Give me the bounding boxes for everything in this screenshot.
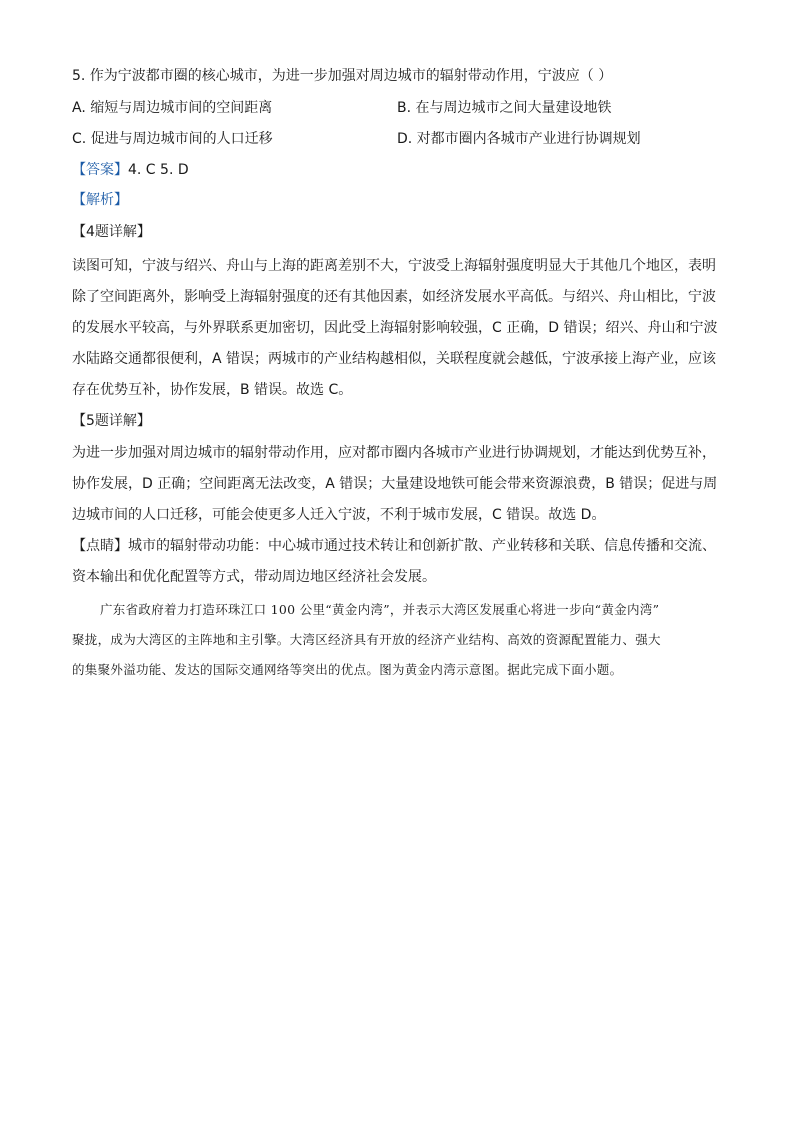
- intro-paragraph-line: 广东省政府着力打造环珠江口 100 公里“黄金内湾”，并表示大湾区发展重心将进一步向“黄金内湾”: [100, 602, 660, 617]
- tip-line: 资本输出和优化配置等方式，带动周边地区经济社会发展。: [72, 569, 436, 585]
- detail-5-line: 为进一步加强对周边城市的辐射带动作用，应对都市圈内各城市产业进行协调规划，才能达到优势互补，: [72, 445, 716, 461]
- answer-value: 4. C 5. D: [128, 162, 189, 178]
- question-5-stem: 5. 作为宁波都市圈的核心城市，为进一步加强对周边城市的辐射带动作用，宁波应（ ）: [72, 68, 613, 84]
- option-a: A. 缩短与周边城市间的空间距离: [72, 100, 273, 116]
- answer-label: 【答案】: [72, 162, 128, 178]
- detail-4-line: 除了空间距离外，影响受上海辐射强度的还有其他因素，如经济发展水平高低。与绍兴、舟山相比，宁波: [72, 289, 716, 305]
- intro-paragraph-line: 的集聚外溢功能、发达的国际交通网络等突出的优点。图为黄金内湾示意图。据此完成下面小题。: [72, 662, 623, 677]
- detail-5-line: 协作发展，D 正确；空间距离无法改变，A 错误；大量建设地铁可能会带来资源浪费，B 错误；促进与周: [72, 476, 718, 492]
- tip-text: 城市的辐射带动功能：中心城市通过技术转让和创新扩散、产业转移和关联、信息传播和交流、: [128, 538, 716, 554]
- detail-4-line: 水陆路交通都很便利，A 错误；两城市的产业结构越相似，关联程度就会越低，宁波承接上海产业，应该: [72, 351, 717, 367]
- detail-5-heading: 【5题详解】: [72, 413, 151, 429]
- intro-paragraph-line: 聚拢，成为大湾区的主阵地和主引擎。大湾区经济具有开放的经济产业结构、高效的资源配置能力、强大: [72, 632, 661, 647]
- tip-label: 【点睛】: [72, 538, 128, 554]
- option-d: D. 对都市圈内各城市产业进行协调规划: [397, 131, 641, 147]
- detail-4-line: 的发展水平较高，与外界联系更加密切，因此受上海辐射影响较强，C 正确，D 错误；绍兴、舟山和宁波: [72, 320, 718, 336]
- answer-line: [72, 160, 732, 180]
- detail-4-line: 存在优势互补，协作发展，B 错误。故选 C。: [72, 382, 353, 398]
- analysis-label: 【解析】: [72, 192, 128, 208]
- tip-line: [72, 536, 732, 556]
- detail-4-line: 读图可知，宁波与绍兴、舟山与上海的距离差别不大，宁波受上海辐射强度明显大于其他几个地区，表明: [72, 258, 716, 274]
- detail-4-heading: 【4题详解】: [72, 224, 151, 240]
- option-c: C. 促进与周边城市间的人口迁移: [72, 131, 273, 147]
- option-b: B. 在与周边城市之间大量建设地铁: [397, 100, 612, 116]
- detail-5-line: 边城市间的人口迁移，可能会使更多人迁入宁波，不利于城市发展，C 错误。故选 D。: [72, 507, 606, 523]
